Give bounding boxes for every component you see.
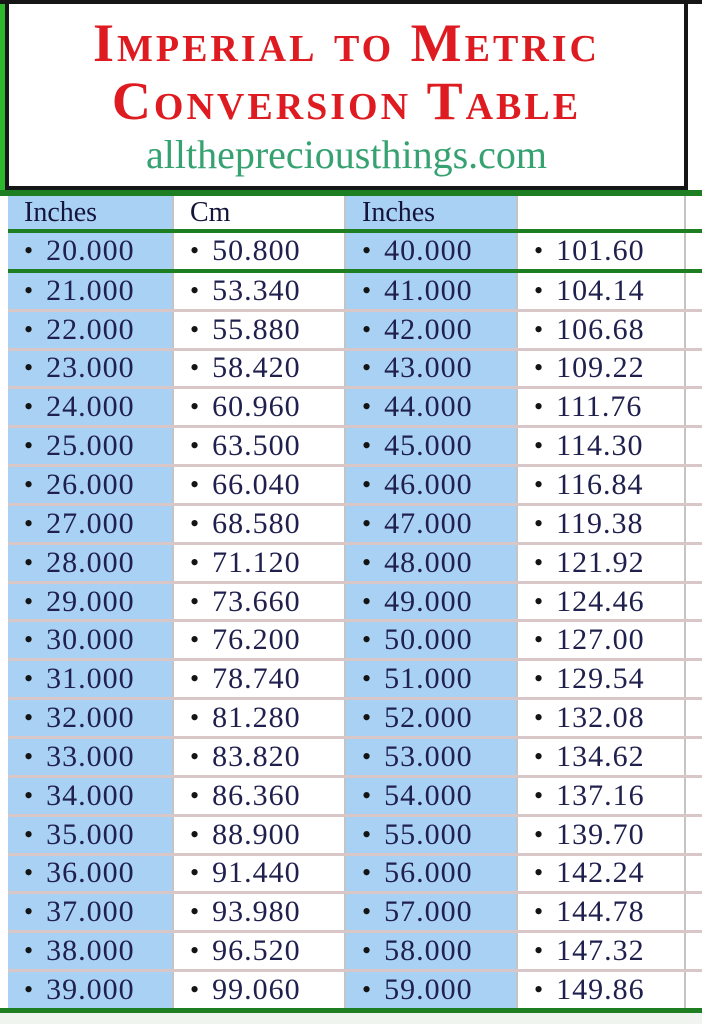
- cell-cm-left: [172, 351, 346, 387]
- cell-cm-right: [516, 739, 686, 775]
- bullet-icon: •: [190, 897, 200, 927]
- cell-value: 40.000: [384, 233, 473, 267]
- cell-value: 46.000: [384, 467, 473, 501]
- bullet-icon: •: [534, 275, 544, 305]
- cell-cm-right: [516, 428, 686, 464]
- cell-value: 139.70: [556, 817, 645, 851]
- table-row: [8, 233, 702, 269]
- cell-cm-right: [516, 389, 686, 425]
- table-row: [8, 351, 702, 387]
- bullet-icon: •: [534, 314, 544, 344]
- bullet-icon: •: [24, 625, 34, 655]
- row-filler-cell: [686, 467, 702, 503]
- row-filler-cell: [686, 584, 702, 620]
- cell-value: 53.340: [212, 273, 301, 307]
- row-filler-cell: [686, 739, 702, 775]
- row-filler-cell: [686, 778, 702, 814]
- cell-inches-right: [346, 273, 516, 309]
- cell-cm-right: [516, 894, 686, 930]
- cell-cm-left: [172, 700, 346, 736]
- bullet-icon: •: [24, 664, 34, 694]
- bullet-icon: •: [534, 469, 544, 499]
- cell-inches-right: [346, 972, 516, 1008]
- bullet-icon: •: [362, 235, 372, 265]
- bullet-icon: •: [362, 586, 372, 616]
- cell-value: 50.000: [384, 623, 473, 657]
- row-filler-cell: [686, 661, 702, 697]
- cell-inches-left: [8, 700, 172, 736]
- cell-inches-left: [8, 622, 172, 658]
- header-cell-inches: [8, 196, 172, 229]
- bullet-icon: •: [24, 508, 34, 538]
- cell-value: 106.68: [556, 312, 645, 346]
- cell-value: 83.820: [212, 739, 301, 773]
- cell-inches-left: [8, 389, 172, 425]
- bullet-icon: •: [534, 547, 544, 577]
- cell-inches-right: [346, 817, 516, 853]
- cell-value: 53.000: [384, 739, 473, 773]
- bullet-icon: •: [24, 858, 34, 888]
- bullet-icon: •: [190, 703, 200, 733]
- table-row: [8, 817, 702, 853]
- cell-value: 71.120: [212, 545, 301, 579]
- bullet-icon: •: [362, 974, 372, 1004]
- cell-cm-left: [172, 506, 346, 542]
- table-header-row: [8, 196, 702, 229]
- cell-value: 57.000: [384, 895, 473, 929]
- cell-cm-right: [516, 545, 686, 581]
- row-filler-cell: [686, 817, 702, 853]
- cell-value: 28.000: [46, 545, 135, 579]
- table-row: [8, 545, 702, 581]
- bullet-icon: •: [190, 275, 200, 305]
- cell-value: 23.000: [46, 351, 135, 385]
- cell-value: 81.280: [212, 701, 301, 735]
- bullet-icon: •: [24, 819, 34, 849]
- cell-value: 116.84: [556, 467, 644, 501]
- cell-value: 149.86: [556, 972, 645, 1006]
- cell-inches-left: [8, 739, 172, 775]
- bullet-icon: •: [190, 974, 200, 1004]
- row-filler-cell: [686, 894, 702, 930]
- cell-value: 109.22: [556, 351, 645, 385]
- cell-inches-left: [8, 233, 172, 269]
- cell-value: 45.000: [384, 429, 473, 463]
- table-row: [8, 700, 702, 736]
- table-row: [8, 273, 702, 309]
- cell-inches-left: [8, 817, 172, 853]
- bullet-icon: •: [362, 547, 372, 577]
- cell-value: 99.060: [212, 972, 301, 1006]
- cell-cm-left: [172, 856, 346, 892]
- cell-cm-left: [172, 273, 346, 309]
- bullet-icon: •: [362, 314, 372, 344]
- bullet-icon: •: [534, 664, 544, 694]
- cell-value: 76.200: [212, 623, 301, 657]
- cell-cm-left: [172, 545, 346, 581]
- cell-value: 142.24: [556, 856, 645, 890]
- cell-value: 38.000: [46, 934, 135, 968]
- cell-value: 41.000: [384, 273, 473, 307]
- bullet-icon: •: [534, 703, 544, 733]
- title-banner: [5, 0, 688, 190]
- cell-value: 91.440: [212, 856, 301, 890]
- bullet-icon: •: [534, 780, 544, 810]
- cell-inches-left: [8, 661, 172, 697]
- cell-value: 60.960: [212, 390, 301, 424]
- cell-value: 24.000: [46, 390, 135, 424]
- cell-inches-left: [8, 312, 172, 348]
- bullet-icon: •: [24, 235, 34, 265]
- bullet-icon: •: [534, 858, 544, 888]
- cell-cm-left: [172, 661, 346, 697]
- cell-value: 25.000: [46, 429, 135, 463]
- cell-value: 134.62: [556, 739, 645, 773]
- cell-inches-right: [346, 312, 516, 348]
- cell-value: 96.520: [212, 934, 301, 968]
- bullet-icon: •: [362, 353, 372, 383]
- table-row: [8, 622, 702, 658]
- header-label: Inches: [24, 196, 98, 228]
- row-filler-cell: [686, 233, 702, 269]
- cell-inches-right: [346, 233, 516, 269]
- cell-inches-left: [8, 972, 172, 1008]
- bullet-icon: •: [190, 780, 200, 810]
- table-row: [8, 389, 702, 425]
- cell-value: 50.800: [212, 233, 301, 267]
- cell-inches-left: [8, 351, 172, 387]
- cell-cm-left: [172, 622, 346, 658]
- bullet-icon: •: [24, 547, 34, 577]
- cell-cm-right: [516, 506, 686, 542]
- row-filler-cell: [686, 933, 702, 969]
- bullet-icon: •: [362, 936, 372, 966]
- bullet-icon: •: [190, 936, 200, 966]
- cell-value: 31.000: [46, 662, 135, 696]
- bullet-icon: •: [24, 586, 34, 616]
- cell-value: 34.000: [46, 778, 135, 812]
- bullet-icon: •: [190, 858, 200, 888]
- cell-value: 147.32: [556, 934, 645, 968]
- cell-value: 51.000: [384, 662, 473, 696]
- row-filler-cell: [686, 351, 702, 387]
- bullet-icon: •: [190, 586, 200, 616]
- cell-inches-right: [346, 894, 516, 930]
- cell-cm-left: [172, 428, 346, 464]
- cell-cm-left: [172, 972, 346, 1008]
- bullet-icon: •: [190, 819, 200, 849]
- bullet-icon: •: [24, 469, 34, 499]
- bullet-icon: •: [190, 741, 200, 771]
- table-row: [8, 856, 702, 892]
- bullet-icon: •: [24, 314, 34, 344]
- bullet-icon: •: [190, 547, 200, 577]
- page-title-line1: Imperial to Metric: [92, 13, 600, 73]
- cell-value: 42.000: [384, 312, 473, 346]
- cell-value: 43.000: [384, 351, 473, 385]
- cell-cm-right: [516, 622, 686, 658]
- table-row: [8, 506, 702, 542]
- cell-inches-right: [346, 933, 516, 969]
- bullet-icon: •: [362, 508, 372, 538]
- cell-cm-left: [172, 584, 346, 620]
- bullet-icon: •: [362, 897, 372, 927]
- cell-inches-right: [346, 467, 516, 503]
- bullet-icon: •: [24, 431, 34, 461]
- bullet-icon: •: [190, 392, 200, 422]
- bullet-icon: •: [362, 431, 372, 461]
- cell-value: 132.08: [556, 701, 645, 735]
- cell-cm-right: [516, 467, 686, 503]
- cell-value: 59.000: [384, 972, 473, 1006]
- bullet-icon: •: [190, 508, 200, 538]
- cell-value: 20.000: [46, 233, 135, 267]
- cell-value: 129.54: [556, 662, 645, 696]
- row-filler-cell: [686, 312, 702, 348]
- table-body: [8, 233, 702, 1008]
- row-filler-cell: [686, 389, 702, 425]
- cell-inches-left: [8, 778, 172, 814]
- cell-cm-right: [516, 856, 686, 892]
- cell-value: 47.000: [384, 506, 473, 540]
- cell-cm-left: [172, 739, 346, 775]
- cell-cm-right: [516, 933, 686, 969]
- bullet-icon: •: [24, 936, 34, 966]
- bullet-icon: •: [534, 897, 544, 927]
- table-row: [8, 778, 702, 814]
- cell-cm-right: [516, 778, 686, 814]
- cell-cm-right: [516, 584, 686, 620]
- bullet-icon: •: [534, 586, 544, 616]
- cell-cm-right: [516, 700, 686, 736]
- cell-cm-left: [172, 389, 346, 425]
- bullet-icon: •: [24, 703, 34, 733]
- bullet-icon: •: [190, 353, 200, 383]
- cell-inches-left: [8, 428, 172, 464]
- cell-value: 39.000: [46, 972, 135, 1006]
- bullet-icon: •: [24, 780, 34, 810]
- header-filler-cell: [686, 196, 702, 229]
- cell-value: 66.040: [212, 467, 301, 501]
- bullet-icon: •: [362, 664, 372, 694]
- cell-inches-right: [346, 700, 516, 736]
- table-row: [8, 894, 702, 930]
- cell-inches-right: [346, 389, 516, 425]
- bullet-icon: •: [362, 625, 372, 655]
- row-filler-cell: [686, 856, 702, 892]
- bullet-icon: •: [362, 741, 372, 771]
- bullet-icon: •: [190, 469, 200, 499]
- cell-inches-right: [346, 661, 516, 697]
- cell-value: 33.000: [46, 739, 135, 773]
- cell-inches-right: [346, 856, 516, 892]
- cell-inches-right: [346, 778, 516, 814]
- row-filler-cell: [686, 972, 702, 1008]
- cell-value: 35.000: [46, 817, 135, 851]
- cell-value: 137.16: [556, 778, 645, 812]
- cell-value: 73.660: [212, 584, 301, 618]
- bullet-icon: •: [534, 235, 544, 265]
- bullet-icon: •: [362, 392, 372, 422]
- cell-inches-right: [346, 739, 516, 775]
- bullet-icon: •: [190, 625, 200, 655]
- bullet-icon: •: [534, 974, 544, 1004]
- bullet-icon: •: [24, 392, 34, 422]
- header-label: Inches: [362, 196, 436, 228]
- cell-value: 44.000: [384, 390, 473, 424]
- bullet-icon: •: [190, 314, 200, 344]
- bullet-icon: •: [534, 431, 544, 461]
- cell-value: 49.000: [384, 584, 473, 618]
- cell-inches-right: [346, 428, 516, 464]
- bullet-icon: •: [24, 353, 34, 383]
- cell-value: 55.880: [212, 312, 301, 346]
- cell-value: 54.000: [384, 778, 473, 812]
- bullet-icon: •: [534, 353, 544, 383]
- row-filler-cell: [686, 273, 702, 309]
- cell-inches-right: [346, 584, 516, 620]
- cell-cm-left: [172, 933, 346, 969]
- bullet-icon: •: [362, 819, 372, 849]
- bullet-icon: •: [362, 703, 372, 733]
- cell-cm-left: [172, 778, 346, 814]
- cell-value: 56.000: [384, 856, 473, 890]
- cell-value: 26.000: [46, 467, 135, 501]
- cell-value: 127.00: [556, 623, 645, 657]
- bullet-icon: •: [24, 974, 34, 1004]
- bullet-icon: •: [24, 741, 34, 771]
- cell-value: 88.900: [212, 817, 301, 851]
- cell-value: 119.38: [556, 506, 644, 540]
- table-row: [8, 661, 702, 697]
- cell-value: 78.740: [212, 662, 301, 696]
- cell-value: 111.76: [556, 390, 643, 424]
- cell-value: 32.000: [46, 701, 135, 735]
- cell-value: 37.000: [46, 895, 135, 929]
- cell-value: 93.980: [212, 895, 301, 929]
- cell-inches-right: [346, 506, 516, 542]
- bullet-icon: •: [190, 664, 200, 694]
- cell-cm-right: [516, 351, 686, 387]
- cell-cm-left: [172, 233, 346, 269]
- cell-cm-left: [172, 817, 346, 853]
- table-row: [8, 933, 702, 969]
- cell-value: 58.000: [384, 934, 473, 968]
- cell-value: 21.000: [46, 273, 135, 307]
- cell-inches-left: [8, 856, 172, 892]
- cell-inches-left: [8, 545, 172, 581]
- bullet-icon: •: [24, 897, 34, 927]
- cell-cm-right: [516, 817, 686, 853]
- cell-inches-left: [8, 506, 172, 542]
- bullet-icon: •: [534, 392, 544, 422]
- cell-inches-right: [346, 545, 516, 581]
- bullet-icon: •: [190, 431, 200, 461]
- bullet-icon: •: [362, 858, 372, 888]
- cell-value: 114.30: [556, 429, 644, 463]
- cell-inches-right: [346, 622, 516, 658]
- bottom-margin-strip: [0, 1013, 702, 1024]
- cell-value: 36.000: [46, 856, 135, 890]
- cell-value: 52.000: [384, 701, 473, 735]
- cell-value: 58.420: [212, 351, 301, 385]
- cell-cm-right: [516, 312, 686, 348]
- cell-value: 22.000: [46, 312, 135, 346]
- bullet-icon: •: [362, 780, 372, 810]
- bullet-icon: •: [534, 741, 544, 771]
- cell-cm-right: [516, 972, 686, 1008]
- table-row: [8, 467, 702, 503]
- cell-inches-left: [8, 584, 172, 620]
- website-link[interactable]: allthepreciousthings.com: [145, 132, 547, 177]
- header-label: Cm: [190, 196, 231, 228]
- cell-cm-right: [516, 233, 686, 269]
- cell-cm-right: [516, 273, 686, 309]
- bullet-icon: •: [362, 469, 372, 499]
- row-filler-cell: [686, 506, 702, 542]
- bullet-icon: •: [190, 235, 200, 265]
- header-cell-cm: [172, 196, 346, 229]
- cell-cm-right: [516, 661, 686, 697]
- cell-value: 101.60: [556, 233, 645, 267]
- cell-inches-left: [8, 894, 172, 930]
- header-cell-inches: [346, 196, 516, 229]
- cell-inches-left: [8, 933, 172, 969]
- cell-value: 104.14: [556, 273, 645, 307]
- cell-value: 68.580: [212, 506, 301, 540]
- bullet-icon: •: [534, 508, 544, 538]
- cell-value: 48.000: [384, 545, 473, 579]
- cell-value: 144.78: [556, 895, 645, 929]
- row-filler-cell: [686, 700, 702, 736]
- page-title-line2: Conversion Table: [111, 71, 582, 131]
- cell-value: 121.92: [556, 545, 645, 579]
- cell-value: 30.000: [46, 623, 135, 657]
- cell-cm-left: [172, 467, 346, 503]
- row-filler-cell: [686, 428, 702, 464]
- cell-inches-left: [8, 273, 172, 309]
- cell-inches-left: [8, 467, 172, 503]
- row-filler-cell: [686, 545, 702, 581]
- cell-value: 63.500: [212, 429, 301, 463]
- table-row: [8, 739, 702, 775]
- bullet-icon: •: [534, 819, 544, 849]
- cell-cm-left: [172, 894, 346, 930]
- table-row: [8, 584, 702, 620]
- cell-inches-right: [346, 351, 516, 387]
- cell-value: 27.000: [46, 506, 135, 540]
- conversion-table: [0, 196, 702, 1008]
- cell-value: 55.000: [384, 817, 473, 851]
- bullet-icon: •: [24, 275, 34, 305]
- bullet-icon: •: [362, 275, 372, 305]
- cell-value: 29.000: [46, 584, 135, 618]
- cell-value: 124.46: [556, 584, 645, 618]
- table-row: [8, 312, 702, 348]
- bullet-icon: •: [534, 936, 544, 966]
- header-cell-blank: [516, 196, 686, 229]
- table-row: [8, 428, 702, 464]
- cell-value: 86.360: [212, 778, 301, 812]
- row-filler-cell: [686, 622, 702, 658]
- cell-cm-left: [172, 312, 346, 348]
- bullet-icon: •: [534, 625, 544, 655]
- table-row: [8, 972, 702, 1008]
